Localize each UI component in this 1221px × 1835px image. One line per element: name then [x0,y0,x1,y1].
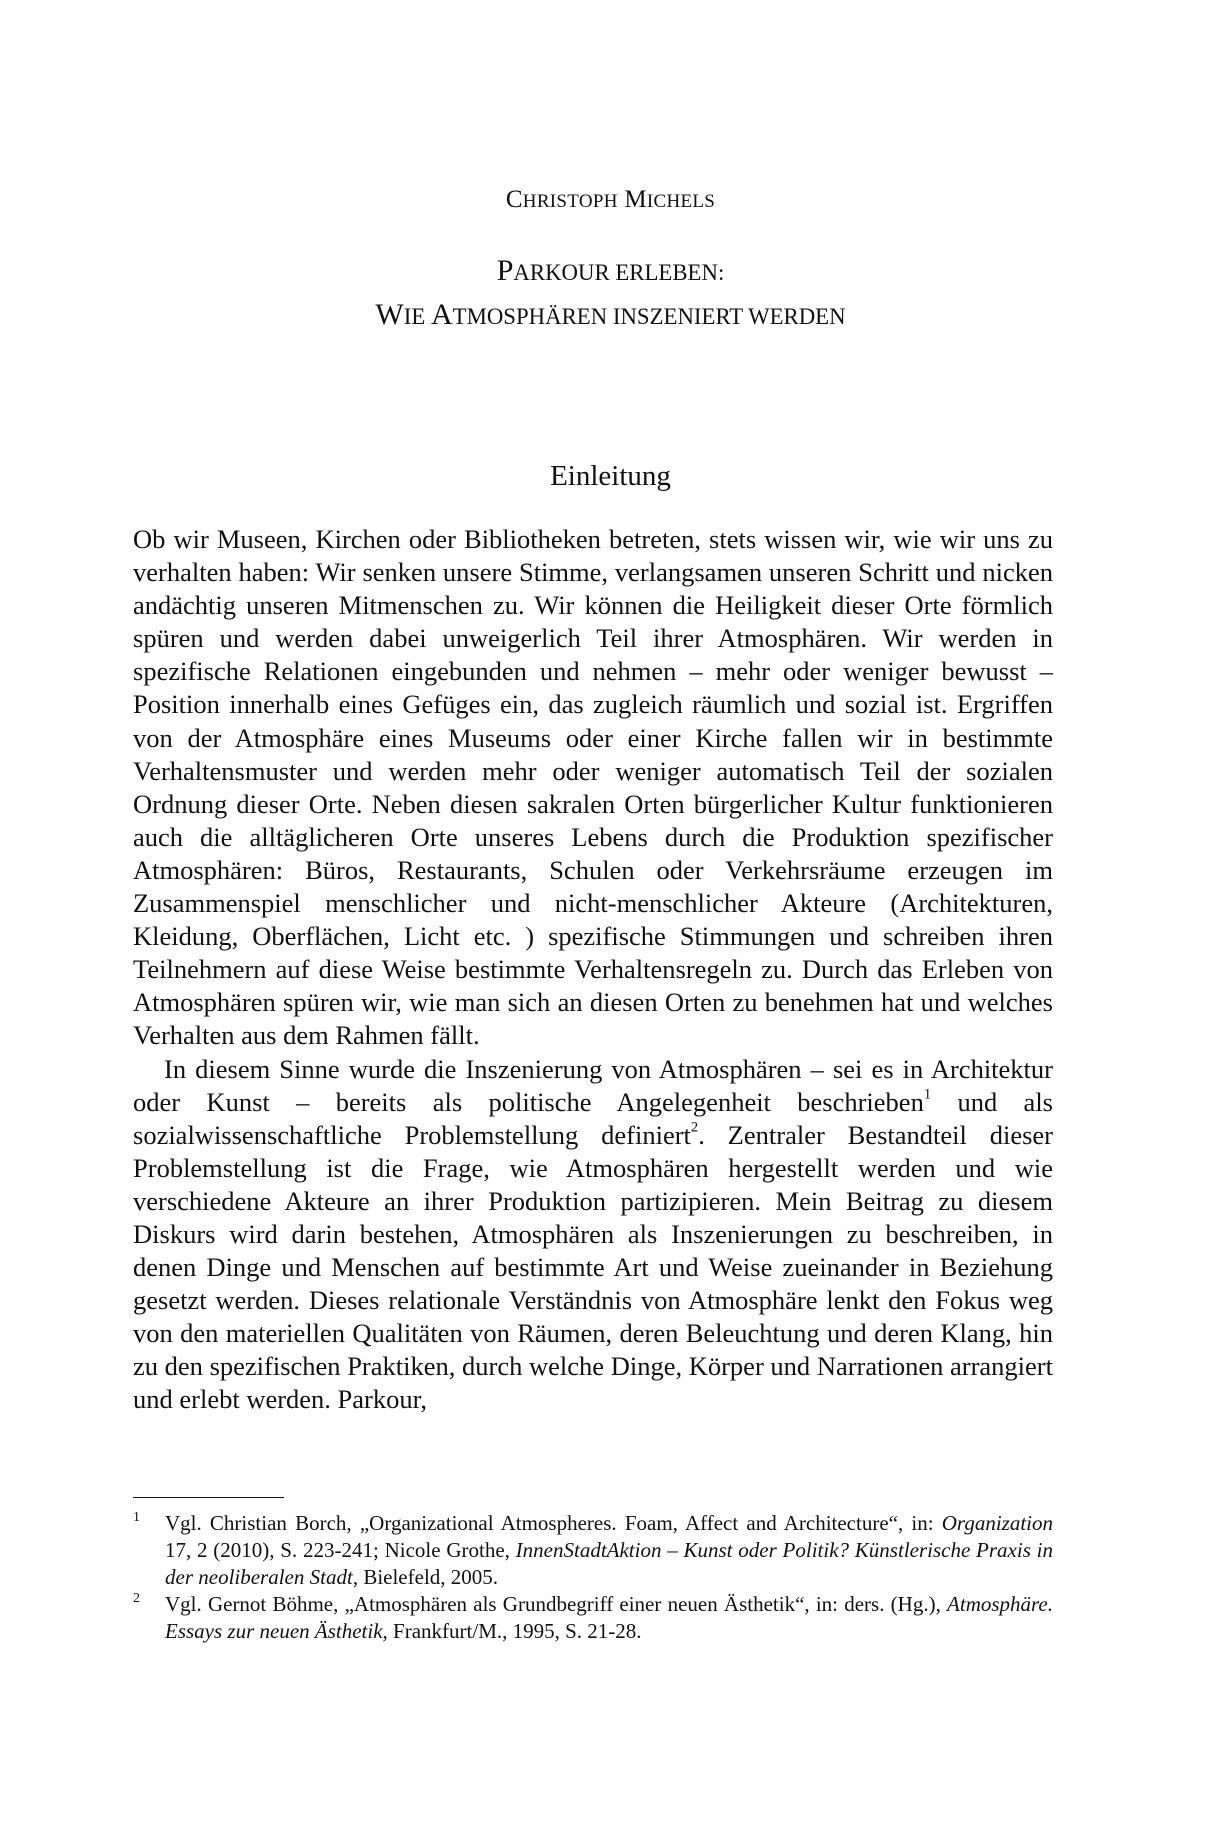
title-line-2-rest-2: TMOSPHÄREN INSZENIERT WERDEN [452,304,846,329]
body-text [133,523,1053,1417]
footnote-text: Vgl. Christian Borch, „Organizational Atmospheres. Foam, Affect and Architecture“, in: [165,1511,942,1535]
title-line-1-rest: ARKOUR ERLEBEN: [513,260,725,285]
author-last-rest: ICHELS [646,191,716,212]
footnote-divider [133,1497,284,1498]
footnote-text: , Bielefeld, 2005. [352,1565,499,1589]
footnote-text: Vgl. Gernot Böhme, „Atmosphären als Grundbegriff einer neuen Ästhetik“, in: ders. (Hg.), [165,1592,948,1616]
paragraph-2-part-c: . Zentraler Bestandteil dieser Problemstellung ist die Frage, wie Atmosphären hergestellt werden und wie verschiedene Akteure an ihrer Produktion partizipieren. Mein Beitrag zu diesem Diskurs wird darin bestehen, Atmosphären als Inszenierungen zu beschreiben, in denen Dinge und Menschen auf bestimmte Art und Weise zueinander in Beziehung gesetzt werden. Dieses relationale Verständnis von Atmosphäre lenkt den Fokus weg von den materiellen Qualitäten von Räumen, deren Beleuchtung und deren Klang, hin zu den spezifischen Praktiken, durch welche Dinge, Körper und Narrationen arrangiert und erlebt werden. Parkour, [133,1119,1053,1415]
title-line-2 [0,294,1221,338]
footnote-1 [133,1510,1053,1591]
footnote-italic: Atmosphäre. Essays zur neuen Ästhetik [165,1592,1053,1643]
title-line-2-rest-1: IE [403,304,431,329]
author-name [0,186,1221,214]
chapter-title [0,250,1221,338]
footnote-ref-1[interactable]: 1 [923,1086,932,1103]
footnote-text: , Frankfurt/M., 1995, S. 21-28. [382,1619,642,1643]
footnote-text: 17, 2 (2010), S. 223-241; Nicole Grothe, [165,1538,516,1562]
footnote-italic: Organization [941,1511,1053,1535]
paragraph-1: Ob wir Museen, Kirchen oder Bibliotheken betreten, stets wissen wir, wie wir uns zu verhalten haben: Wir senken unsere Stimme, verlangsamen unseren Schritt und nicken andächtig unseren Mitmenschen zu. Wir können die Heiligkeit dieser Orte förmlich spüren und werden dabei unweigerlich Teil ihrer Atmosphären. Wir werden in spezifische Relationen eingebunden und nehmen – mehr oder weniger bewusst – Position innerhalb eines Gefüges ein, das zugleich räumlich und sozial ist. Ergriffen von der Atmosphäre eines Museums oder einer Kirche fallen wir in bestimmte Verhaltensmuster und werden mehr oder weniger automatisch Teil der sozialen Ordnung dieser Orte. Neben diesen sakralen Orten bürgerlicher Kultur funktionieren auch die alltäglicheren Orte unseres Lebens durch die Produktion spezifischer Atmosphären: Büros, Restaurants, Schulen oder Verkehrsräume erzeugen im Zusammenspiel menschlicher und nicht-menschlicher Akteure (Architekturen, Kleidung, Oberflächen, Licht etc. ) spezifische Stimmungen und schreiben ihren Teilnehmern auf diese Weise bestimmte Verhaltensregeln zu. Durch das Erleben von Atmosphären spüren wir, wie man sich an diesen Orten zu benehmen hat und welches Verhalten aus dem Rahmen fällt. [133,524,1053,1051]
author-last-initial: M [624,186,647,213]
footnote-ref-2[interactable]: 2 [690,1119,699,1136]
paragraph-2-part-a: In diesem Sinne wurde die Inszenierung von Atmosphären – sei es in Architektur oder Kunst – bereits als politische Angelegenheit beschrieben [133,1053,1053,1117]
paragraph-2-part-b: und als sozialwissenschaftliche Problemstellung definiert [133,1086,1053,1150]
footnote-italic: InnenStadtAktion – Kunst oder Politik? Künstlerische Praxis in der neoliberalen Stadt [165,1538,1053,1589]
footnote-number: 1 [133,1510,140,1525]
footnotes [133,1510,1053,1645]
title-line-2-initial-1: W [375,298,404,331]
title-line-1 [0,250,1221,294]
author-first-initial: C [505,186,523,213]
paragraph-2 [133,1053,1053,1417]
section-heading: Einleitung [550,460,671,492]
footnote-2 [133,1591,1053,1645]
title-line-2-initial-2: A [430,298,453,331]
title-line-1-initial: P [496,254,514,287]
footnote-number: 2 [133,1591,140,1606]
author-first-rest: HRISTOPH [522,191,618,212]
